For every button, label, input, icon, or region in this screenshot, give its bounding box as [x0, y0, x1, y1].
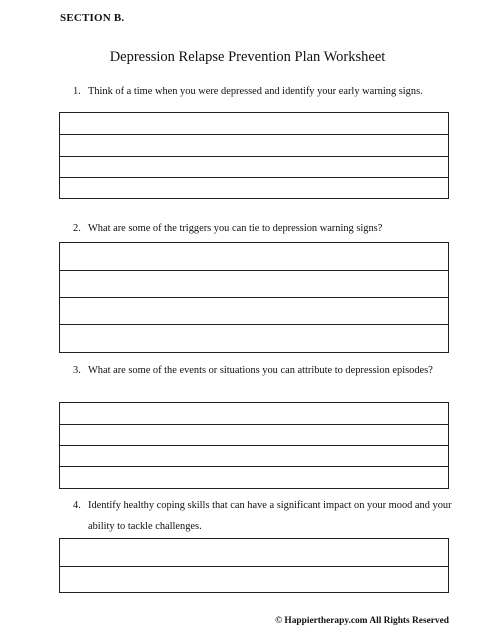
question-1-number: 1.: [73, 86, 81, 97]
question-4: [73, 495, 458, 537]
answer-line[interactable]: [60, 271, 448, 298]
answer-line[interactable]: [60, 113, 448, 135]
answer-line[interactable]: [60, 539, 448, 567]
question-2-text: What are some of the triggers you can tie to depression warning signs?: [88, 223, 383, 234]
answer-line[interactable]: [60, 403, 448, 425]
answer-line[interactable]: [60, 178, 448, 198]
question-3-text: What are some of the events or situations you can attribute to depression episodes?: [88, 365, 433, 376]
answer-line[interactable]: [60, 325, 448, 352]
answer-line[interactable]: [60, 446, 448, 467]
question-1: [73, 81, 458, 102]
question-3-number: 3.: [73, 365, 81, 376]
question-3: [73, 360, 458, 381]
question-1-text: Think of a time when you were depressed and identify your early warning signs.: [88, 86, 423, 97]
question-4-number: 4.: [73, 500, 81, 511]
question-2: [73, 218, 458, 239]
question-4-text: Identify healthy coping skills that can have a significant impact on your mood and your ability to tackle challenges.: [88, 500, 452, 532]
answer-line[interactable]: [60, 425, 448, 446]
copyright-footer: © Happiertherapy.com All Rights Reserved: [275, 616, 449, 626]
answer-box-2[interactable]: [59, 242, 449, 353]
answer-box-3[interactable]: [59, 402, 449, 489]
answer-box-4[interactable]: [59, 538, 449, 593]
worksheet-title: Depression Relapse Prevention Plan Worksheet: [109, 49, 386, 65]
answer-line[interactable]: [60, 298, 448, 325]
answer-line[interactable]: [60, 467, 448, 488]
answer-line[interactable]: [60, 567, 448, 592]
answer-line[interactable]: [60, 157, 448, 178]
section-label: SECTION B.: [60, 12, 125, 24]
question-2-number: 2.: [73, 223, 81, 234]
answer-box-1[interactable]: [59, 112, 449, 199]
answer-line[interactable]: [60, 135, 448, 157]
answer-line[interactable]: [60, 243, 448, 271]
